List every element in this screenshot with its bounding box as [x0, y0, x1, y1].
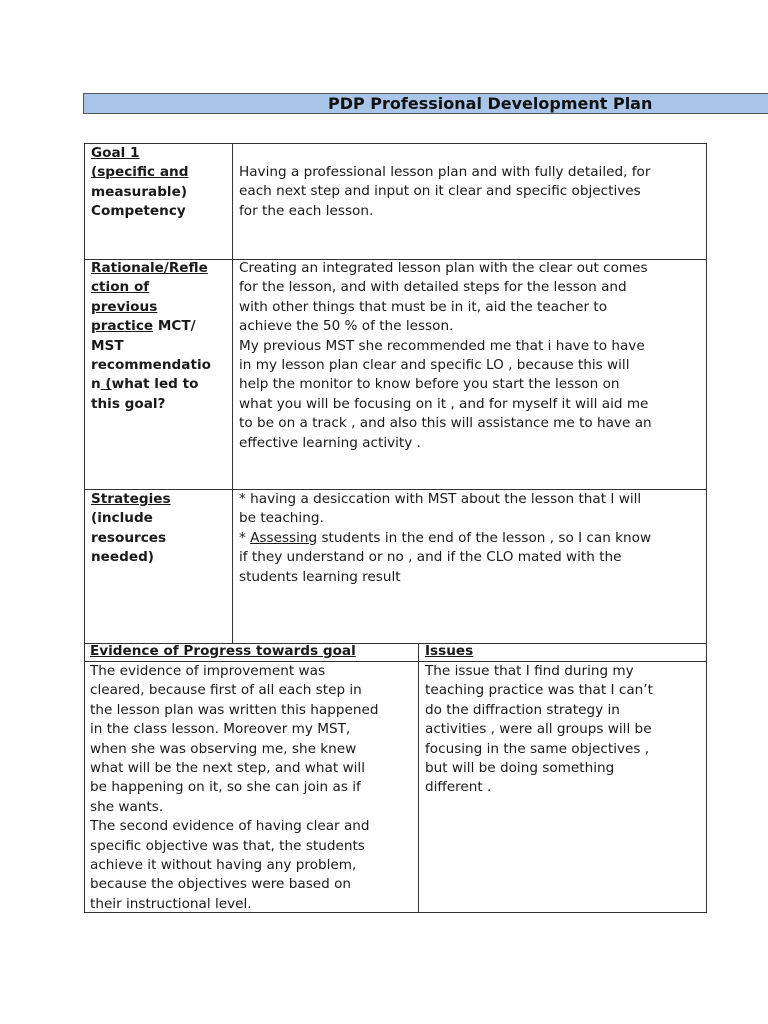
- strategies-line5: students learning result: [239, 568, 401, 585]
- strategies-label-include: (include: [91, 510, 153, 527]
- strategies-label: [91, 490, 171, 568]
- rationale-label-what-led: what led to: [111, 376, 199, 393]
- rationale-label-this-goal: this goal?: [91, 395, 166, 412]
- rationale-label-recommendation: recommendatio: [91, 357, 211, 374]
- strategies-bullet: *: [239, 529, 251, 546]
- goal-content: Having a professional lesson plan and with fully detailed, for each next step and input on it clear and specific objectives for the each lesson.: [239, 164, 651, 219]
- rationale-label-n: n: [91, 376, 101, 393]
- strategies-line2: be teaching.: [239, 510, 324, 527]
- strategies-label-needed: needed): [91, 549, 155, 566]
- strategies-line4: if they understand or no , and if the CLO mated with the: [239, 549, 622, 566]
- page-title: PDP Professional Development Plan: [328, 94, 653, 113]
- rationale-label-mct: MCT/: [153, 318, 196, 335]
- strategies-assessing: Assessing: [250, 529, 318, 546]
- rationale-label-line1: Rationale/Refle: [91, 260, 208, 276]
- strategies-line1: * having a desiccation with MST about the lesson that I will: [239, 491, 642, 507]
- rationale-label-paren: (: [100, 376, 112, 393]
- goal-label: [91, 144, 188, 222]
- evidence-header: Evidence of Progress towards goal: [90, 643, 356, 659]
- goal-label-paren: (specific and: [91, 164, 189, 181]
- rationale-label-mst: MST: [91, 337, 124, 354]
- strategies-label-resources: resources: [91, 529, 167, 546]
- rationale-content: Creating an integrated lesson plan with the clear out comes for the lesson, and with detailed steps for the lesson and with other things that must be in it, aid the teacher to achieve the 50 % of the lesson. My previous MST she recommended me that i have to have in my lesson plan clear and specific LO , because this will help the monitor to know before you start the lesson on what you will be focusing on it , and for myself it will aid me to be on a track , and also this will assistance me to have an effective learning activity .: [239, 260, 652, 451]
- rationale-label-line2: ction of: [91, 279, 150, 296]
- goal-label-competency: Competency: [91, 203, 186, 220]
- rationale-label-practice: practice: [91, 318, 154, 335]
- goal-label-measurable: measurable): [91, 183, 188, 200]
- strategies-line3-rest: students in the end of the lesson , so I can know: [317, 529, 652, 546]
- rationale-label: [91, 259, 211, 414]
- issues-header: Issues: [425, 643, 474, 659]
- strategies-content: [239, 490, 704, 587]
- evidence-content: The evidence of improvement was cleared, because first of all each step in the lesson plan was written this happened in the class lesson. Moreover my MST, when she was observing me, she knew what will be the next step, and what will be happening on it, so she can join as if she wants. The second evidence of having clear and specific objective was that, the students achieve it without having any problem, because the objectives were based on their instructional level.: [90, 663, 379, 912]
- issues-content: The issue that I find during my teaching practice was that I can’t do the diffraction strategy in activities , were all groups will be focusing in the same objectives , but will be doing something different .: [425, 663, 653, 796]
- goal-label-title: Goal 1: [91, 145, 140, 161]
- strategies-label-title: Strategies: [91, 491, 171, 507]
- rationale-label-line3: previous: [91, 298, 158, 315]
